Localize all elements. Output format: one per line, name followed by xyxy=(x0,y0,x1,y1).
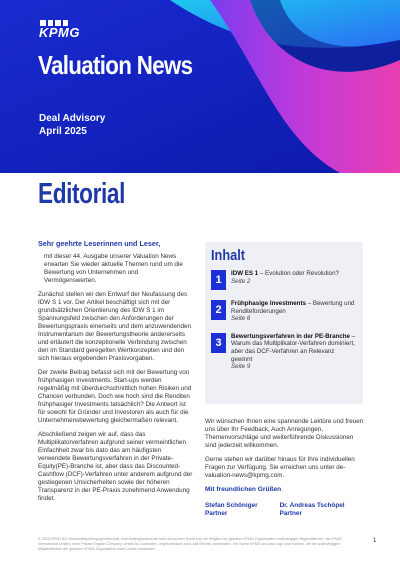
hero-subtitle xyxy=(39,112,105,138)
page-number: 1 xyxy=(373,538,377,544)
toc-item-text xyxy=(231,270,339,285)
toc-item-heading: Frühphasige Investments xyxy=(231,300,306,307)
hero-subtitle-line-2: April 2025 xyxy=(39,126,87,137)
toc-item-page: Seite 9 xyxy=(231,363,251,371)
toc-item-text xyxy=(231,333,357,371)
letter-paragraph: Der zweite Beitrag befasst sich mit der Bewertung von frühphasigen Investments. Start-ups werden regelmäßig mit überdurchschnittlich hohen Risiken und Chancen verbunden. Doch wie hoch sind die Renditen frühphasiger Investments tatsächlich? Die Antwort ist für sowohl für Gründer und Investoren als auch für die Unternehmensbewertung gleichermaßen relevant. xyxy=(38,369,192,424)
letter-left-column xyxy=(38,240,194,509)
signer xyxy=(280,502,345,518)
toc-item[interactable] xyxy=(211,333,357,371)
toc-item-description: – Bewertung und Renditeforderungen xyxy=(231,300,355,315)
letter-paragraph: Abschließend zeigen wir auf, dass das Multiplikatorverfahren aufgrund seiner vermeintlichen Einfachheit zwar bis dato das am häufigsten verwendete Bewertungsverfahren in der Private-Equity(PE)-Branche ist, aber dass das Discounted-Cashflow (DCF)-Verfahren unter anderem aufgrund der gestiegenen Unsicherheiten sowie der höheren Transparenz in der PE-Praxis zunehmend Anwendung findet. xyxy=(38,431,193,502)
signer-name: Stefan Schöniger xyxy=(205,502,258,509)
toc-item-description: – Evolution oder Revolution? xyxy=(258,270,340,277)
page-title: Editorial xyxy=(38,178,125,210)
signers xyxy=(205,502,365,518)
kpmg-logo: KPMG xyxy=(39,25,80,40)
toc-item-heading: Bewertungsverfahren in der PE-Branche xyxy=(231,332,350,340)
toc-item-number: 1 xyxy=(211,270,226,290)
letter-paragraph: Zunächst stellen wir den Entwurf der Neufassung des IDW S 1 vor. Der Artikel beschäftigt sich mit der grundsätzlichen Orientierung des IDW S 1 im Spannungsfeld zwischen den Anforderungen der Bewertungspraxis einerseits und dem anzuwendenden Instrumentarium der Bewertungstheorie andererseits und erläutert die konzeptionelle Verbindung zwischen den im Standard geregelten Wertkonzepten und den sich hieraus ergebenden Praxisvorgaben. xyxy=(38,291,191,362)
table-of-contents xyxy=(205,242,363,404)
hero-subtitle-line-1: Deal Advisory xyxy=(39,113,106,124)
toc-item-page: Seite 2 xyxy=(231,277,251,285)
toc-item-description: – Warum das Multiplikator-Verfahren dominiert, aber das DCF-Verfahren an Relevanz gewinnt xyxy=(231,332,356,363)
letter-paragraph: mit dieser 44. Ausgabe unserer Valuation News erwarten Sie wieder aktuelle Themen rund um die Bewertung von Unternehmen und Vermögenswerten. xyxy=(44,253,183,284)
toc-item-page: Seite 6 xyxy=(231,315,251,323)
toc-item[interactable] xyxy=(211,300,357,323)
hero-banner xyxy=(0,0,400,173)
newsletter-title: Valuation News xyxy=(38,50,193,80)
closing-paragraph: Gerne stehen wir darüber hinaus für Ihre individuellen Fragen zur Verfügung. Sie erreichen uns unter de-valuation-news@kpmg.com. xyxy=(205,456,355,479)
signer-role: Partner xyxy=(279,510,302,517)
toc-item[interactable] xyxy=(211,270,357,290)
greeting: Mit freundlichen Grüßen xyxy=(205,486,282,493)
closing-paragraph: Wir wünschen Ihnen eine spannende Lektüre und freuen uns über Ihr Feedback, Auch Anregungen, Themenvorschläge und weiterführende Diskussionen sind jederzeit willkommen. xyxy=(205,418,364,449)
legal-footer: © 2025 KPMG AG Wirtschaftsprüfungsgesellschaft, eine Aktiengesellschaft nach deutschem Recht und ein Mitglied der globalen KPMG-Organisation unabhängiger Mitgliedsfirmen, die KPMG International Limited, einer Private English Company Limited by Guarantee, angeschlossen sind. Alle Rechte vorbehalten. Der Name KPMG und das Logo sind Marken, die die unabhängigen Mitgliedsfirmen der globalen KPMG-Organisation unter Lizenz verwenden. xyxy=(38,537,342,551)
toc-item-text xyxy=(231,300,357,323)
toc-item-heading: IDW ES 1 xyxy=(231,270,259,277)
signer-name: Dr. Andreas Tschöpel xyxy=(279,502,345,509)
signer-role: Partner xyxy=(205,510,228,517)
toc-title: Inhalt xyxy=(211,247,245,264)
salutation: Sehr geehrte Leserinnen und Leser, xyxy=(38,239,161,248)
toc-item-number: 2 xyxy=(211,300,226,320)
letter-right-column xyxy=(205,418,365,518)
signer xyxy=(205,502,258,518)
toc-item-number: 3 xyxy=(211,333,226,353)
